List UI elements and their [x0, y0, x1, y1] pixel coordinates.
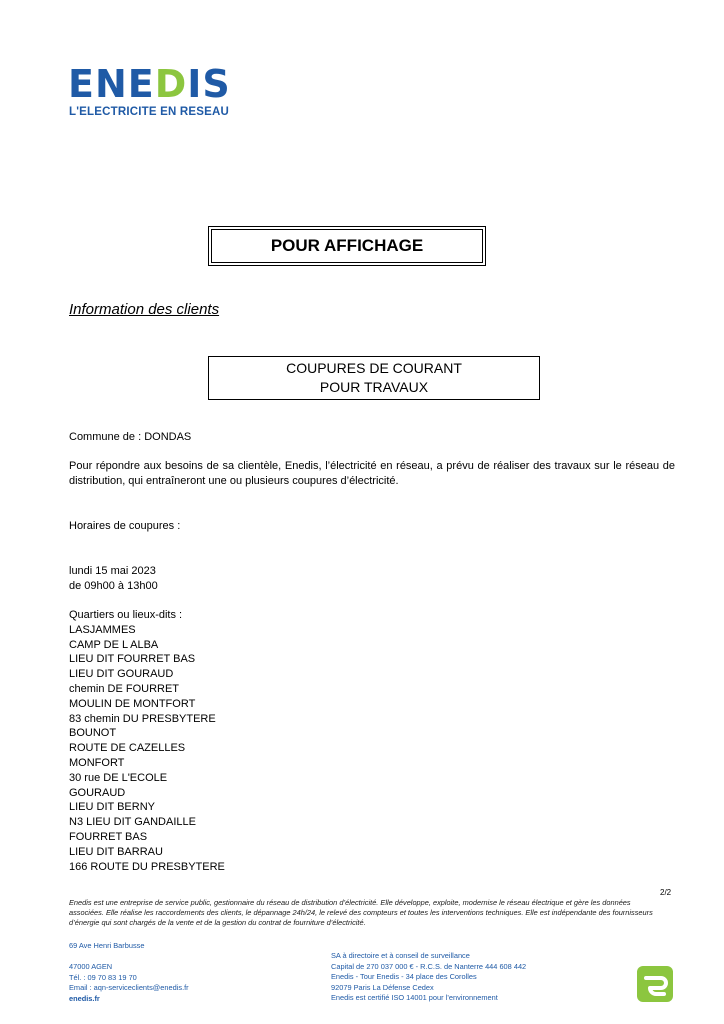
list-item: 83 chemin DU PRESBYTERE — [69, 712, 216, 725]
list-item: N3 LIEU DIT GANDAILLE — [69, 816, 196, 829]
company-certification: Enedis est certifié ISO 14001 pour l’environnement — [331, 993, 498, 1002]
list-item: LIEU DIT BARRAU — [69, 845, 163, 858]
outage-title-line-1: COUPURES DE COURANT — [286, 360, 462, 376]
legal-notice: Enedis est une entreprise de service public, gestionnaire du réseau de distribution d’électricité. Elle développe, exploite, modernise le réseau électrique et gère les données associées. Elle réalise les raccordements des clients, le dépannage 24h/24, le relevé des compteurs et toutes les interventions techniques. Elle est indépendante des fournisseurs d’énergie qui sont chargés de la vente et de la gestion du contrat de fourniture d’électricité. — [69, 898, 653, 927]
list-item: LIEU DIT BERNY — [69, 801, 155, 814]
hours-label: Horaires de coupures : — [69, 520, 181, 532]
address-street: 69 Ave Henri Barbusse — [69, 941, 145, 950]
list-item: 30 rue DE L'ECOLE — [69, 771, 168, 784]
company-city: 92079 Paris La Défense Cedex — [331, 982, 434, 992]
outage-date: lundi 15 mai 2023 — [69, 565, 156, 577]
outage-time: de 09h00 à 13h00 — [69, 580, 158, 592]
enedis-logo — [68, 64, 231, 104]
website-link[interactable]: enedis.fr — [69, 993, 100, 1003]
list-item: LIEU DIT GOURAUD — [69, 668, 174, 681]
section-title: Information des clients — [69, 301, 220, 318]
address-block-left — [69, 941, 189, 1004]
intro-paragraph: Pour répondre aux besoins de sa clientèle, Enedis, l’électricité en réseau, a prévu de réaliser des travaux sur le réseau de distribution, qui entraîneront une ou plusieurs coupures d’électricité. — [69, 460, 675, 487]
places-label: Quartiers ou lieux-dits : — [69, 609, 183, 621]
page-number: 2/2 — [660, 888, 672, 897]
company-hq: Enedis - Tour Enedis - 34 place des Corolles — [331, 972, 477, 981]
enedis-emblem-icon — [637, 966, 673, 1002]
list-item: MONFORT — [69, 756, 125, 769]
places-list — [69, 608, 225, 874]
address-city: 47000 AGEN — [69, 962, 113, 971]
display-banner: POUR AFFICHAGE — [208, 226, 486, 266]
logo-part-2: D — [154, 62, 188, 106]
logo-part-1: ENE — [68, 62, 155, 106]
logo-part-3: IS — [187, 62, 231, 106]
list-item: BOUNOT — [69, 727, 117, 740]
list-item: GOURAUD — [69, 786, 126, 799]
company-form: SA à directoire et à conseil de surveillance — [331, 951, 470, 960]
company-capital: Capital de 270 037 000 € - R.C.S. de Nanterre 444 608 442 — [331, 961, 527, 971]
list-item: LIEU DIT FOURRET BAS — [69, 653, 196, 666]
list-item: 166 ROUTE DU PRESBYTERE — [69, 860, 225, 873]
logo-tagline: L'ELECTRICITE EN RESEAU — [69, 106, 230, 118]
commune-label: Commune de : DONDAS — [69, 431, 192, 443]
list-item: MOULIN DE MONTFORT — [69, 697, 196, 710]
list-item: ROUTE DE CAZELLES — [69, 742, 186, 755]
list-item: LASJAMMES — [69, 623, 136, 636]
outage-title-box — [208, 356, 540, 400]
address-block-right — [331, 951, 526, 1004]
list-item: chemin DE FOURRET — [69, 682, 180, 695]
address-phone: Tél. : 09 70 83 19 70 — [69, 972, 137, 982]
list-item: CAMP DE L ALBA — [69, 638, 159, 651]
address-email: Email : aqn-serviceclients@enedis.fr — [69, 983, 189, 992]
outage-title-line-2: POUR TRAVAUX — [319, 379, 429, 395]
list-item: FOURRET BAS — [69, 830, 148, 843]
